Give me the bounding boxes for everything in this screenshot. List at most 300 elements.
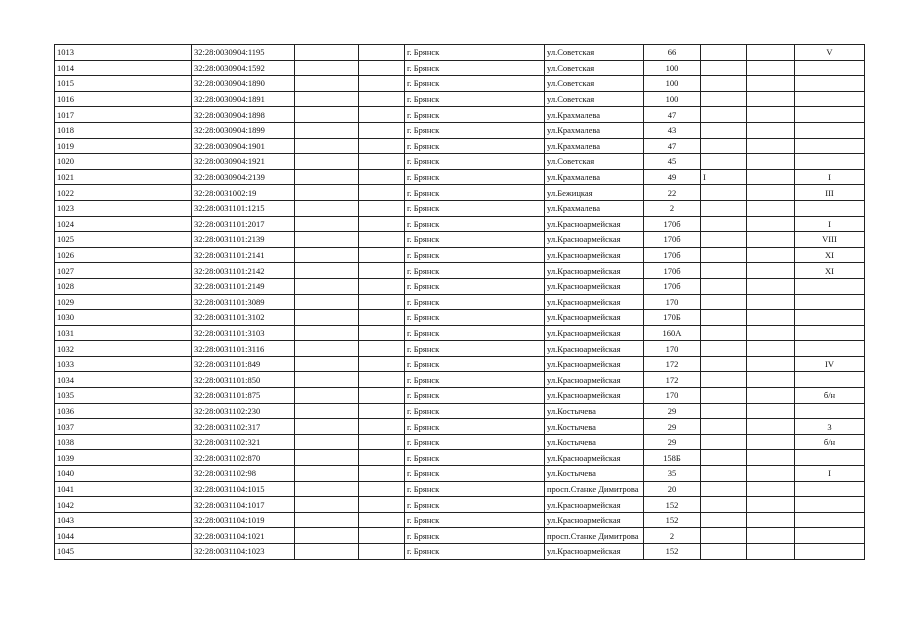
empty-cell (295, 528, 359, 544)
row-number-cell: 1016 (55, 91, 192, 107)
empty-cell (359, 60, 405, 76)
empty-cell (295, 294, 359, 310)
extra-cell (701, 544, 747, 560)
empty-cell (295, 544, 359, 560)
house-number-cell: 172 (644, 356, 701, 372)
extra-cell (701, 294, 747, 310)
row-number-cell: 1027 (55, 263, 192, 279)
cadastral-number-cell: 32:28:0031102:230 (192, 403, 295, 419)
house-number-cell: 47 (644, 107, 701, 123)
empty-cell (747, 294, 795, 310)
premises-number-cell: XI (795, 247, 865, 263)
premises-number-cell: IV (795, 356, 865, 372)
row-number-cell: 1031 (55, 325, 192, 341)
row-number-cell: 1039 (55, 450, 192, 466)
empty-cell (295, 247, 359, 263)
empty-cell (359, 434, 405, 450)
empty-cell (295, 232, 359, 248)
street-cell: ул.Крахмалева (545, 107, 644, 123)
empty-cell (359, 450, 405, 466)
cadastral-number-cell: 32:28:0031101:2149 (192, 278, 295, 294)
row-number-cell: 1023 (55, 200, 192, 216)
empty-cell (359, 232, 405, 248)
row-number-cell: 1017 (55, 107, 192, 123)
cadastral-number-cell: 32:28:0031101:849 (192, 356, 295, 372)
city-cell: г. Брянск (405, 45, 545, 61)
row-number-cell: 1037 (55, 419, 192, 435)
extra-cell (701, 434, 747, 450)
property-register-table (54, 44, 865, 560)
street-cell: просп.Станке Димитрова (545, 528, 644, 544)
empty-cell (295, 372, 359, 388)
cadastral-number-cell: 32:28:0031101:2141 (192, 247, 295, 263)
cadastral-number-cell: 32:28:0031101:2017 (192, 216, 295, 232)
empty-cell (747, 263, 795, 279)
house-number-cell: 170 (644, 341, 701, 357)
premises-number-cell (795, 372, 865, 388)
premises-number-cell (795, 122, 865, 138)
row-number-cell: 1028 (55, 278, 192, 294)
row-number-cell: 1029 (55, 294, 192, 310)
street-cell: ул.Бежицкая (545, 185, 644, 201)
empty-cell (747, 232, 795, 248)
street-cell: ул.Красноармейская (545, 247, 644, 263)
extra-cell (701, 232, 747, 248)
extra-cell (701, 341, 747, 357)
table-row (55, 372, 865, 388)
row-number-cell: 1013 (55, 45, 192, 61)
house-number-cell: 170 (644, 294, 701, 310)
house-number-cell: 152 (644, 512, 701, 528)
house-number-cell: 29 (644, 419, 701, 435)
empty-cell (747, 278, 795, 294)
extra-cell (701, 450, 747, 466)
table-row (55, 247, 865, 263)
empty-cell (359, 185, 405, 201)
cadastral-number-cell: 32:28:0031002:19 (192, 185, 295, 201)
table-row (55, 91, 865, 107)
empty-cell (747, 356, 795, 372)
table-row (55, 60, 865, 76)
premises-number-cell (795, 200, 865, 216)
house-number-cell: 43 (644, 122, 701, 138)
row-number-cell: 1036 (55, 403, 192, 419)
city-cell: г. Брянск (405, 512, 545, 528)
premises-number-cell (795, 450, 865, 466)
empty-cell (747, 544, 795, 560)
empty-cell (747, 200, 795, 216)
row-number-cell: 1043 (55, 512, 192, 528)
city-cell: г. Брянск (405, 60, 545, 76)
empty-cell (295, 122, 359, 138)
extra-cell (701, 388, 747, 404)
empty-cell (359, 278, 405, 294)
city-cell: г. Брянск (405, 310, 545, 326)
extra-cell (701, 310, 747, 326)
cadastral-number-cell: 32:28:0031101:3089 (192, 294, 295, 310)
empty-cell (295, 310, 359, 326)
empty-cell (295, 185, 359, 201)
empty-cell (747, 528, 795, 544)
city-cell: г. Брянск (405, 200, 545, 216)
empty-cell (747, 325, 795, 341)
cadastral-number-cell: 32:28:0031101:2142 (192, 263, 295, 279)
street-cell: ул.Красноармейская (545, 278, 644, 294)
house-number-cell: 160А (644, 325, 701, 341)
house-number-cell: 170Б (644, 310, 701, 326)
row-number-cell: 1035 (55, 388, 192, 404)
cadastral-number-cell: 32:28:0031101:3102 (192, 310, 295, 326)
premises-number-cell: VIII (795, 232, 865, 248)
empty-cell (295, 466, 359, 482)
premises-number-cell (795, 325, 865, 341)
extra-cell (701, 60, 747, 76)
street-cell: ул.Красноармейская (545, 497, 644, 513)
table-row (55, 528, 865, 544)
street-cell: ул.Красноармейская (545, 325, 644, 341)
table-row (55, 200, 865, 216)
city-cell: г. Брянск (405, 481, 545, 497)
empty-cell (295, 45, 359, 61)
street-cell: ул.Крахмалева (545, 200, 644, 216)
row-number-cell: 1042 (55, 497, 192, 513)
empty-cell (747, 154, 795, 170)
empty-cell (295, 107, 359, 123)
table-row (55, 419, 865, 435)
row-number-cell: 1041 (55, 481, 192, 497)
row-number-cell: 1030 (55, 310, 192, 326)
city-cell: г. Брянск (405, 294, 545, 310)
house-number-cell: 29 (644, 403, 701, 419)
table-row (55, 512, 865, 528)
cadastral-number-cell: 32:28:0030904:2139 (192, 169, 295, 185)
table-row (55, 497, 865, 513)
empty-cell (359, 91, 405, 107)
extra-cell (701, 325, 747, 341)
table-row (55, 403, 865, 419)
table-row (55, 185, 865, 201)
table-row (55, 216, 865, 232)
table-row (55, 122, 865, 138)
table-row (55, 341, 865, 357)
street-cell: ул.Красноармейская (545, 216, 644, 232)
empty-cell (359, 419, 405, 435)
street-cell: ул.Советская (545, 45, 644, 61)
empty-cell (359, 200, 405, 216)
empty-cell (747, 310, 795, 326)
house-number-cell: 170б (644, 263, 701, 279)
extra-cell (701, 45, 747, 61)
row-number-cell: 1024 (55, 216, 192, 232)
cadastral-number-cell: 32:28:0030904:1891 (192, 91, 295, 107)
empty-cell (359, 325, 405, 341)
table-row (55, 76, 865, 92)
extra-cell (701, 512, 747, 528)
premises-number-cell: б/н (795, 388, 865, 404)
premises-number-cell (795, 76, 865, 92)
table-row (55, 154, 865, 170)
row-number-cell: 1026 (55, 247, 192, 263)
empty-cell (295, 76, 359, 92)
extra-cell (701, 185, 747, 201)
empty-cell (359, 403, 405, 419)
table-row (55, 434, 865, 450)
empty-cell (359, 122, 405, 138)
cadastral-number-cell: 32:28:0031101:850 (192, 372, 295, 388)
house-number-cell: 47 (644, 138, 701, 154)
cadastral-number-cell: 32:28:0031104:1021 (192, 528, 295, 544)
empty-cell (359, 247, 405, 263)
cadastral-number-cell: 32:28:0031102:98 (192, 466, 295, 482)
street-cell: ул.Костычева (545, 434, 644, 450)
extra-cell (701, 497, 747, 513)
row-number-cell: 1025 (55, 232, 192, 248)
city-cell: г. Брянск (405, 169, 545, 185)
street-cell: ул.Красноармейская (545, 263, 644, 279)
table-row (55, 356, 865, 372)
empty-cell (747, 419, 795, 435)
empty-cell (747, 185, 795, 201)
house-number-cell: 100 (644, 76, 701, 92)
street-cell: ул.Советская (545, 76, 644, 92)
city-cell: г. Брянск (405, 76, 545, 92)
row-number-cell: 1038 (55, 434, 192, 450)
city-cell: г. Брянск (405, 122, 545, 138)
cadastral-number-cell: 32:28:0031104:1015 (192, 481, 295, 497)
house-number-cell: 100 (644, 91, 701, 107)
empty-cell (295, 481, 359, 497)
empty-cell (747, 169, 795, 185)
row-number-cell: 1045 (55, 544, 192, 560)
premises-number-cell (795, 310, 865, 326)
premises-number-cell: I (795, 466, 865, 482)
premises-number-cell (795, 278, 865, 294)
premises-number-cell (795, 403, 865, 419)
empty-cell (359, 107, 405, 123)
table-row (55, 169, 865, 185)
extra-cell (701, 419, 747, 435)
city-cell: г. Брянск (405, 185, 545, 201)
empty-cell (747, 450, 795, 466)
extra-cell (701, 278, 747, 294)
premises-number-cell: I (795, 169, 865, 185)
street-cell: просп.Станке Димитрова (545, 481, 644, 497)
empty-cell (359, 294, 405, 310)
table-row (55, 278, 865, 294)
premises-number-cell (795, 138, 865, 154)
house-number-cell: 152 (644, 497, 701, 513)
city-cell: г. Брянск (405, 341, 545, 357)
row-number-cell: 1033 (55, 356, 192, 372)
house-number-cell: 45 (644, 154, 701, 170)
empty-cell (359, 138, 405, 154)
premises-number-cell (795, 294, 865, 310)
empty-cell (359, 45, 405, 61)
empty-cell (359, 388, 405, 404)
house-number-cell: 172 (644, 372, 701, 388)
house-number-cell: 49 (644, 169, 701, 185)
city-cell: г. Брянск (405, 325, 545, 341)
cadastral-number-cell: 32:28:0031101:1215 (192, 200, 295, 216)
table-row (55, 481, 865, 497)
empty-cell (747, 372, 795, 388)
extra-cell (701, 403, 747, 419)
house-number-cell: 170б (644, 278, 701, 294)
premises-number-cell: I (795, 216, 865, 232)
street-cell: ул.Красноармейская (545, 512, 644, 528)
cadastral-number-cell: 32:28:0031104:1019 (192, 512, 295, 528)
cadastral-number-cell: 32:28:0030904:1921 (192, 154, 295, 170)
empty-cell (359, 497, 405, 513)
empty-cell (295, 512, 359, 528)
city-cell: г. Брянск (405, 356, 545, 372)
empty-cell (295, 169, 359, 185)
extra-cell: I (701, 169, 747, 185)
empty-cell (747, 76, 795, 92)
empty-cell (747, 466, 795, 482)
row-number-cell: 1022 (55, 185, 192, 201)
city-cell: г. Брянск (405, 434, 545, 450)
extra-cell (701, 356, 747, 372)
row-number-cell: 1032 (55, 341, 192, 357)
empty-cell (295, 434, 359, 450)
street-cell: ул.Крахмалева (545, 138, 644, 154)
empty-cell (295, 216, 359, 232)
street-cell: ул.Костычева (545, 419, 644, 435)
empty-cell (747, 138, 795, 154)
premises-number-cell (795, 341, 865, 357)
cadastral-number-cell: 32:28:0031102:870 (192, 450, 295, 466)
table-row (55, 466, 865, 482)
extra-cell (701, 138, 747, 154)
cadastral-number-cell: 32:28:0030904:1890 (192, 76, 295, 92)
empty-cell (747, 434, 795, 450)
house-number-cell: 170б (644, 247, 701, 263)
premises-number-cell (795, 544, 865, 560)
city-cell: г. Брянск (405, 544, 545, 560)
house-number-cell: 170б (644, 216, 701, 232)
street-cell: ул.Красноармейская (545, 544, 644, 560)
empty-cell (295, 278, 359, 294)
house-number-cell: 66 (644, 45, 701, 61)
table-row (55, 310, 865, 326)
premises-number-cell: XI (795, 263, 865, 279)
empty-cell (295, 263, 359, 279)
extra-cell (701, 76, 747, 92)
cadastral-number-cell: 32:28:0031102:321 (192, 434, 295, 450)
house-number-cell: 22 (644, 185, 701, 201)
empty-cell (295, 91, 359, 107)
empty-cell (747, 247, 795, 263)
house-number-cell: 2 (644, 200, 701, 216)
street-cell: ул.Красноармейская (545, 341, 644, 357)
city-cell: г. Брянск (405, 232, 545, 248)
table-row (55, 263, 865, 279)
extra-cell (701, 481, 747, 497)
empty-cell (295, 138, 359, 154)
city-cell: г. Брянск (405, 247, 545, 263)
extra-cell (701, 91, 747, 107)
empty-cell (747, 45, 795, 61)
empty-cell (359, 466, 405, 482)
city-cell: г. Брянск (405, 263, 545, 279)
empty-cell (359, 372, 405, 388)
premises-number-cell (795, 107, 865, 123)
empty-cell (359, 154, 405, 170)
empty-cell (295, 200, 359, 216)
house-number-cell: 100 (644, 60, 701, 76)
table-row (55, 232, 865, 248)
empty-cell (359, 263, 405, 279)
city-cell: г. Брянск (405, 216, 545, 232)
city-cell: г. Брянск (405, 466, 545, 482)
city-cell: г. Брянск (405, 154, 545, 170)
row-number-cell: 1034 (55, 372, 192, 388)
street-cell: ул.Советская (545, 91, 644, 107)
house-number-cell: 170 (644, 388, 701, 404)
extra-cell (701, 528, 747, 544)
empty-cell (747, 388, 795, 404)
row-number-cell: 1014 (55, 60, 192, 76)
empty-cell (295, 60, 359, 76)
empty-cell (747, 512, 795, 528)
extra-cell (701, 466, 747, 482)
city-cell: г. Брянск (405, 107, 545, 123)
premises-number-cell (795, 154, 865, 170)
cadastral-number-cell: 32:28:0031101:3103 (192, 325, 295, 341)
city-cell: г. Брянск (405, 528, 545, 544)
house-number-cell: 20 (644, 481, 701, 497)
empty-cell (359, 76, 405, 92)
cadastral-number-cell: 32:28:0030904:1898 (192, 107, 295, 123)
empty-cell (359, 356, 405, 372)
premises-number-cell (795, 481, 865, 497)
city-cell: г. Брянск (405, 278, 545, 294)
empty-cell (359, 216, 405, 232)
premises-number-cell (795, 91, 865, 107)
city-cell: г. Брянск (405, 91, 545, 107)
empty-cell (747, 91, 795, 107)
extra-cell (701, 263, 747, 279)
street-cell: ул.Красноармейская (545, 450, 644, 466)
extra-cell (701, 200, 747, 216)
house-number-cell: 2 (644, 528, 701, 544)
city-cell: г. Брянск (405, 450, 545, 466)
premises-number-cell: V (795, 45, 865, 61)
cadastral-number-cell: 32:28:0030904:1592 (192, 60, 295, 76)
empty-cell (295, 403, 359, 419)
empty-cell (359, 512, 405, 528)
table-row (55, 294, 865, 310)
extra-cell (701, 247, 747, 263)
premises-number-cell: б/н (795, 434, 865, 450)
city-cell: г. Брянск (405, 419, 545, 435)
table-row (55, 107, 865, 123)
extra-cell (701, 107, 747, 123)
cadastral-number-cell: 32:28:0031104:1017 (192, 497, 295, 513)
premises-number-cell (795, 60, 865, 76)
city-cell: г. Брянск (405, 497, 545, 513)
street-cell: ул.Красноармейская (545, 356, 644, 372)
cadastral-number-cell: 32:28:0031104:1023 (192, 544, 295, 560)
cadastral-number-cell: 32:28:0031102:317 (192, 419, 295, 435)
cadastral-number-cell: 32:28:0030904:1195 (192, 45, 295, 61)
street-cell: ул.Красноармейская (545, 310, 644, 326)
empty-cell (747, 216, 795, 232)
cadastral-number-cell: 32:28:0030904:1899 (192, 122, 295, 138)
row-number-cell: 1020 (55, 154, 192, 170)
empty-cell (295, 154, 359, 170)
